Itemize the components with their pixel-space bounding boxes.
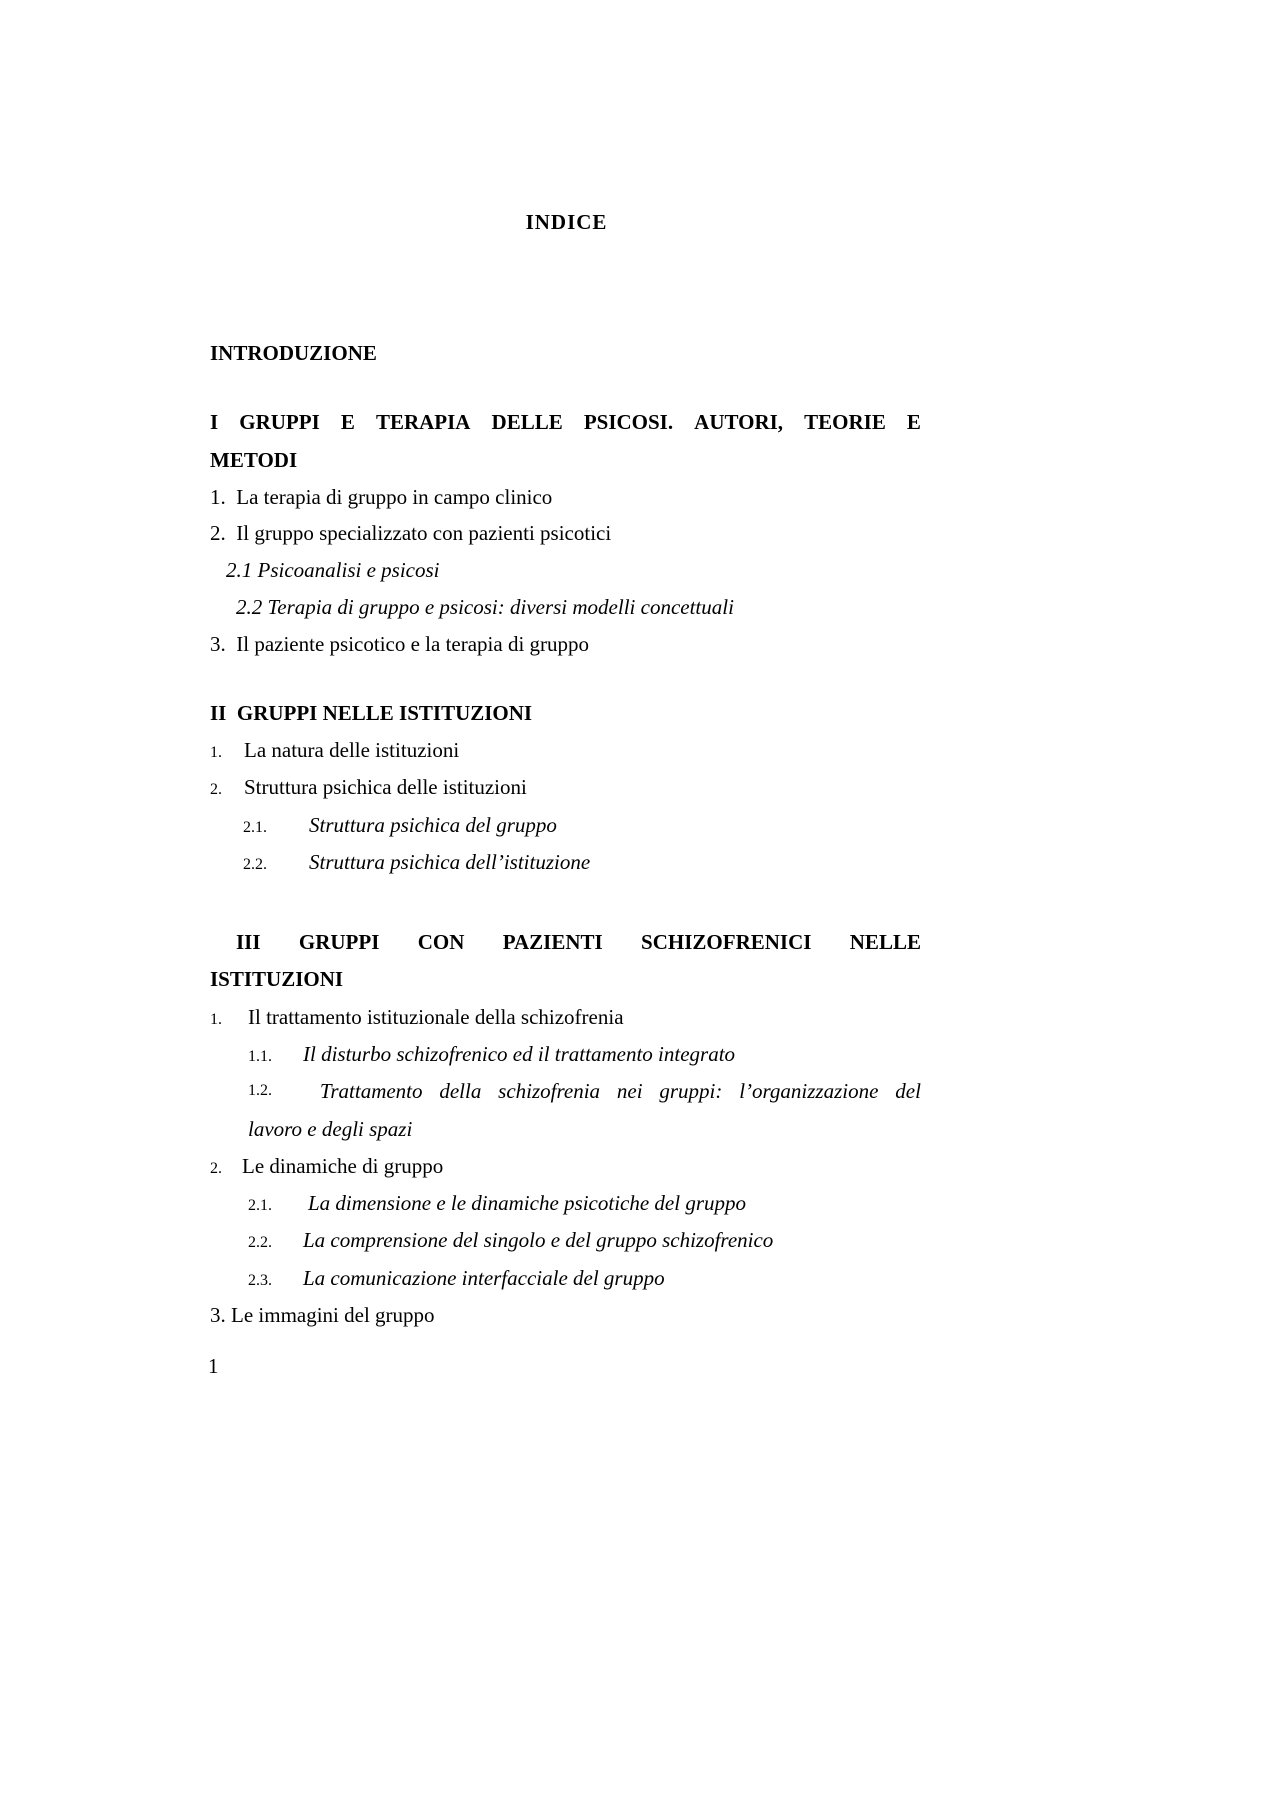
heading-word: NELLE [849,930,921,954]
toc-item: 2. Il gruppo specializzato con pazienti psicotici [210,521,612,545]
chapter3-heading-line2: ISTITUZIONI [210,967,344,991]
heading-word: TEORIE [804,410,886,434]
toc-item: 3. Le immagini del gruppo [210,1303,435,1327]
toc-subitem: 2.1. La dimensione e le dinamiche psicotiche del gruppo [248,1191,746,1215]
toc-subitem: 2.2. Struttura psichica dell’istituzione [243,850,591,874]
toc-subitem-justified: 1.2. Trattamento della schizofrenia nei gruppi: l’organizzazione del [248,1079,921,1103]
toc-item: 1. La natura delle istituzioni [210,738,460,762]
heading-word: PAZIENTI [502,930,603,954]
toc-item: 2. Struttura psichica delle istituzioni [210,775,527,799]
heading-word: TERAPIA [375,410,471,434]
chapter1-heading-line2: METODI [210,448,298,472]
heading-word: GRUPPI [298,930,380,954]
page-number: 1 [208,1354,219,1378]
toc-subitem: 2.3. La comunicazione interfacciale del gruppo [248,1266,665,1290]
heading-word: SCHIZOFRENICI [641,930,812,954]
heading-word: GRUPPI [239,410,320,434]
heading-word: I [210,410,219,434]
toc-item: 1. Il trattamento istituzionale della schizofrenia [210,1005,624,1029]
toc-subitem: 2.1 Psicoanalisi e psicosi [226,558,440,582]
toc-item: 3. Il paziente psicotico e la terapia di gruppo [210,632,590,656]
heading-word: E [906,410,921,434]
toc-subitem: 2.2 Terapia di gruppo e psicosi: diversi modelli concettuali [236,595,734,619]
chapter1-heading-line1 [210,409,921,435]
toc-item: 2. Le dinamiche di gruppo [210,1154,444,1178]
heading-word: III [236,930,261,954]
heading-word: E [340,410,355,434]
heading-word: PSICOSI. [583,410,674,434]
heading-word: AUTORI, [694,410,784,434]
toc-item: 1. La terapia di gruppo in campo clinico [210,485,553,509]
heading-word: DELLE [491,410,563,434]
toc-subitem: 1.1. Il disturbo schizofrenico ed il trattamento integrato [248,1042,736,1066]
toc-subitem: 2.1. Struttura psichica del gruppo [243,813,557,837]
chapter2-heading: II GRUPPI NELLE ISTITUZIONI [210,701,533,725]
toc-subitem: 2.2. La comprensione del singolo e del gruppo schizofrenico [248,1228,774,1252]
chapter3-heading-line1 [236,929,921,955]
heading-word: CON [417,930,465,954]
toc-introduction: INTRODUZIONE [210,341,377,365]
toc-subitem-continuation: lavoro e degli spazi [248,1117,413,1141]
page-title: INDICE [525,210,608,234]
